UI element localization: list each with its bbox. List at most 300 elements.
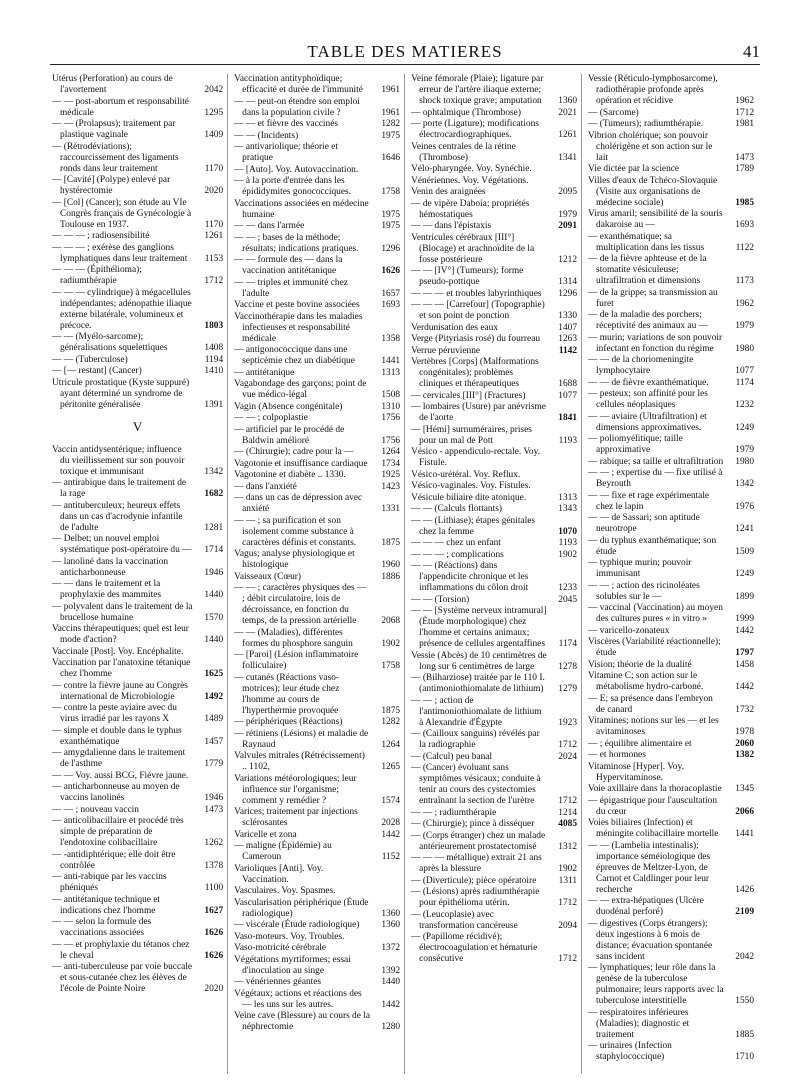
index-entry — [234, 549, 400, 571]
index-entry-text: Vessie (Réticulo-lymphosarcome), radiothérapie profonde après opération et récidive — [588, 74, 718, 106]
index-entry — [234, 583, 400, 627]
index-entry-page: 1077 — [735, 366, 754, 376]
index-entry-text: Vibrion cholérique; son pouvoir cholérigène et son action sur le lait — [588, 130, 713, 163]
index-entry-page: 2060 — [735, 738, 754, 749]
index-entry — [411, 763, 577, 807]
index-entry-text: Voie axillaire dans la thoracoplastie — [588, 784, 722, 794]
index-entry-text: Veine fémorale (Plaie); ligature par erreur de l'artère iliaque externe; shock toxique grave; amputation — [411, 74, 544, 106]
index-entry-text: Vitamines; notions sur les — et les avitaminoses — [588, 716, 719, 737]
index-entry-text: — dans l'anxiété — [234, 481, 297, 492]
index-entry-page: 2045 — [558, 594, 578, 605]
index-entry-text: — — et fièvre des vaccinés — [234, 119, 339, 129]
index-entry-text: — (Tumeurs); radiumthérapie. — [588, 119, 704, 129]
index-entry — [588, 333, 754, 355]
index-entry — [234, 413, 400, 424]
index-entry-page: 1423 — [381, 481, 401, 492]
index-entry-text: — du typhus exanthématique; son étude — [588, 535, 717, 557]
index-entry-text: — — triples et immunité chez l'adulte — [234, 277, 348, 299]
page-header — [50, 40, 760, 65]
index-entry-text: Vagotonie et insuffisance cardiaque — [234, 458, 368, 469]
index-entry-text: — — — cylindrique) à mégacellules indépendantes; adénopathie iliaque externe bilatérale, volumineux et précoce. — [52, 287, 192, 331]
section-heading: V — [132, 418, 143, 434]
index-entry-text: Vessie (Abcès) de 10 centimètres de long sur 6 centimètres de large — [411, 650, 547, 672]
index-entry-page: 1360 — [381, 920, 401, 930]
index-entry — [234, 729, 400, 751]
index-entry — [52, 771, 223, 782]
index-entry-text: — viscérale (Étude radiologique) — [234, 920, 360, 930]
index-entry-text: — — ; bases de la méthode; résultats; indications pratiques. — [234, 232, 359, 254]
index-entry-page: 1070 — [558, 526, 578, 537]
index-entry-text: — (Cailloux sanguins) révélés par la radiographie — [411, 729, 540, 750]
index-entry — [234, 864, 400, 886]
index-entry-text: — — (Tuberculose) — [52, 354, 128, 365]
index-entry-text: — de la grippe; sa transmission au furet — [588, 287, 718, 309]
index-entry — [234, 493, 400, 515]
index-entry-text: — ophtalmique (Thrombose) — [411, 107, 521, 118]
index-entry — [411, 391, 577, 402]
index-entry-text: — — [Système nerveux intramural] (Étude morphologique) chez l'homme et certains animaux; présence de cellules argentaffines — [411, 606, 547, 649]
index-entry-page: 1693 — [735, 220, 754, 230]
index-entry-text: — (Sarcome) — [588, 107, 639, 118]
index-entry — [52, 647, 223, 658]
index-entry — [52, 805, 223, 816]
index-entry-text: Verge (Pityriasis rosé) du fourreau — [411, 334, 541, 344]
index-entry-text: — pesteux; son affinité pour les cellules néoplasiques — [588, 389, 708, 410]
index-entry — [411, 729, 577, 751]
index-entry-text: — — (Myélo-sarcome); généralisations squelettiques — [52, 332, 168, 353]
index-entry — [234, 278, 400, 300]
index-entry-page: 1409 — [204, 130, 224, 140]
index-entry-text: — — peut-on étendre son emploi dans la population civile ? — [234, 96, 360, 118]
index-entry-text: Vagus; analyse physiologique et histologique — [234, 549, 355, 570]
index-entry — [52, 501, 223, 534]
index-entry — [588, 818, 754, 840]
index-entry-text: — de la maladie des porchers; réceptivité des animaux au — — [588, 310, 708, 331]
index-entry-page: 1265 — [381, 762, 401, 772]
index-entry-text: — anti-rabique par les vaccins phéniqués — [52, 872, 167, 893]
index-entry — [411, 119, 577, 141]
index-entry — [234, 402, 400, 413]
index-entry-text: — de la fièvre aphteuse et de la stomatite vésiculeuse; ultrafiltration et dimensions — [588, 254, 707, 286]
index-entry — [411, 142, 577, 164]
index-entry-text: Vaso-motricité cérébrale — [234, 943, 327, 953]
index-entry-page: 1985 — [735, 197, 754, 208]
index-entry-page: 1508 — [381, 390, 401, 400]
index-entry-page: 2095 — [558, 187, 578, 197]
index-entry — [234, 898, 400, 920]
index-entry-text: Veine cave (Blessure) au cours de la néphrectomie — [234, 1011, 371, 1032]
index-entry-page: 1981 — [735, 119, 754, 129]
index-entry — [234, 774, 400, 807]
index-entry-text: — [Cavité] (Polype) enlevé par hystérectomie — [52, 175, 171, 196]
index-entry-text: — — (Torsion) — [411, 594, 470, 605]
index-entry-text: — respiratoires inférieures (Maladies); diagnostic et traitement — [588, 1007, 690, 1040]
index-entry-page: 1410 — [204, 366, 224, 376]
index-entry — [234, 943, 400, 954]
index-column-2 — [227, 74, 404, 1074]
index-entry-page: 1980 — [735, 343, 754, 354]
index-entry-text: Varices; traitement par injections sclérosantes — [234, 807, 358, 828]
index-entry-text: — — — ; radiosensibilité — [52, 231, 150, 241]
index-entry-text: — cutanés (Réactions vaso-motrices); leur étude chez l'homme au cours de l'hyperthermie provoquée — [234, 672, 340, 716]
index-entry — [234, 920, 400, 931]
index-entry — [234, 572, 400, 583]
index-entry-page: 1077 — [558, 390, 578, 401]
index-entry-text: Verrue péruvienne — [411, 345, 481, 356]
index-entry-page: 1280 — [381, 1022, 401, 1032]
index-entry-page: 2066 — [735, 806, 754, 817]
index-entry — [234, 751, 400, 773]
index-entry-page: 1278 — [558, 661, 578, 672]
index-entry — [234, 1011, 400, 1033]
index-entry-text: — antigonococcique dans une septicémie chez un diabétique — [234, 345, 355, 366]
index-entry-page: 1282 — [381, 717, 401, 727]
index-entry — [52, 557, 223, 579]
index-entry-page: 1473 — [735, 152, 754, 163]
index-entry-page: 1550 — [735, 996, 754, 1006]
index-entry — [411, 470, 577, 481]
index-entry — [52, 288, 223, 332]
index-entry-page: 1330 — [558, 311, 578, 321]
index-entry-page: 1263 — [558, 334, 578, 344]
index-entry-page: 1734 — [381, 458, 401, 469]
index-entry-text: — à la porte d'entrée dans les épididymites gonococciques. — [234, 176, 351, 197]
index-entry-page: 1426 — [735, 884, 754, 895]
index-entry-page: 2068 — [381, 616, 401, 626]
index-entry-page: 1408 — [204, 343, 224, 353]
index-entry — [411, 74, 577, 107]
index-entry-page: 1978 — [735, 727, 754, 737]
index-entry-page: 1693 — [381, 300, 401, 310]
index-entry-text: Vaccine et peste bovine associées — [234, 300, 360, 310]
index-entry-text: — (Diverticule); pièce opératoire — [411, 875, 537, 886]
index-entry — [411, 425, 577, 447]
index-entry — [52, 748, 223, 770]
index-entry-text: Variations météorologiques; leur influence sur l'organisme; comment y remédier ? — [234, 773, 357, 806]
index-entry — [588, 762, 754, 784]
index-entry-page: 2042 — [204, 85, 224, 95]
index-entry-page: 1875 — [381, 537, 401, 548]
index-entry — [234, 459, 400, 470]
index-entry — [52, 658, 223, 680]
index-entry-page: 1758 — [381, 187, 401, 197]
index-entry — [588, 288, 754, 310]
index-entry-page: 1194 — [204, 354, 224, 365]
index-entry-page: 1152 — [381, 852, 401, 862]
index-entry-page: 1233 — [558, 583, 578, 593]
index-entry-text: Vélo-pharyngée. Voy. Synéchie. — [411, 164, 532, 174]
index-entry — [52, 366, 223, 377]
index-entry-text: — digestives (Corps étrangers); deux ingestions à 6 mois de distance; évacuation spontanée sans incident — [588, 918, 713, 962]
index-entry — [411, 932, 577, 965]
index-entry — [234, 447, 400, 458]
index-entry-text: Vaisseaux (Cœur) — [234, 571, 302, 582]
index-entry-text: — vaccinal (Vaccination) au moyen des cultures pures « in vitro » — [588, 603, 723, 624]
index-entry — [234, 717, 400, 728]
index-entry — [234, 673, 400, 717]
index-entry-page: 2028 — [381, 818, 401, 828]
index-entry-page: 1193 — [558, 538, 578, 548]
index-entry — [588, 626, 754, 637]
index-entry — [411, 164, 577, 175]
index-entry-text: — — dans l'épistaxis — [411, 221, 492, 231]
index-entry-text: — — de Sassari; son aptitude neurotrope — [588, 513, 700, 534]
index-entry-text: — — (Lambelia intestinalis); importance séméiologique des épreuves de Meltzer-Lyon, de Carnot et Caldlinger pour leur recherche — [588, 840, 711, 895]
index-entry — [411, 561, 577, 594]
index-entry-page: 1441 — [735, 829, 754, 839]
index-entry-text: — lombaires (Usure) par anévrisme de l'aorte — [411, 402, 546, 423]
index-entry-page: 1841 — [558, 413, 578, 423]
index-entry — [52, 895, 223, 917]
index-entry-page: 1682 — [204, 489, 224, 499]
index-entry — [234, 312, 400, 345]
index-entry-text: — — ; nouveau vaccin — [52, 804, 139, 815]
index-entry-page: 1803 — [204, 320, 224, 331]
index-entry-text: Viscères (Variabilité réactionnelle); étude — [588, 637, 721, 658]
index-entry-text: — (Rétrodéviations); raccourcissement des ligaments ronds dans leur traitement — [52, 141, 179, 174]
index-entry — [588, 536, 754, 558]
index-entry — [588, 164, 754, 175]
index-entry — [234, 119, 400, 130]
index-entry — [588, 1041, 754, 1063]
index-entry-page: 1975 — [381, 221, 401, 231]
index-entry-page: 1262 — [204, 838, 224, 848]
index-entry — [588, 457, 754, 468]
index-entry-page: 1626 — [204, 928, 224, 938]
index-entry-text: Vascularisation périphérique (Étude radiologique) — [234, 897, 369, 919]
index-entry-page: 1358 — [381, 333, 401, 344]
index-entry-page: 1712 — [558, 740, 578, 750]
index-entry — [234, 482, 400, 493]
index-entry-page: 1902 — [381, 638, 401, 649]
index-entry — [234, 142, 400, 164]
index-entry — [52, 534, 223, 556]
index-entry-page: 1331 — [381, 504, 401, 514]
index-entry — [52, 355, 223, 366]
index-entry-page: 1193 — [558, 435, 578, 446]
index-entry-page: 1264 — [381, 739, 401, 750]
index-entry — [234, 650, 400, 672]
index-entry — [234, 345, 400, 367]
index-entry — [52, 243, 223, 265]
index-entry — [411, 887, 577, 909]
index-entry — [52, 703, 223, 725]
index-entry — [234, 977, 400, 988]
index-entry-text: — contre la fièvre jaune au Congrès international de Microbiologie — [52, 680, 188, 702]
index-entry-text: — [Paroi] (Lésion inflammatoire folliculaire) — [234, 650, 359, 671]
index-entry-page: 1902 — [558, 864, 578, 874]
page-number: 41 — [743, 42, 760, 61]
index-entry-page: 1923 — [558, 717, 578, 728]
index-entry-page: 1570 — [204, 612, 224, 623]
index-entry-text: — (Chirurgie); cadre pour la — — [234, 447, 354, 457]
index-entry — [411, 595, 577, 606]
index-entry-page: 1440 — [204, 590, 224, 600]
index-entry — [411, 334, 577, 345]
index-entry — [411, 493, 577, 504]
index-entry-text: — périphériques (Réactions) — [234, 717, 343, 727]
index-entry-page: 1279 — [558, 684, 578, 694]
index-entry-text: Vaccinothérapie dans les maladies infectieuses et responsabilité médicale — [234, 311, 363, 344]
index-entry-page: 2024 — [558, 751, 578, 762]
index-entry-page: 1212 — [558, 254, 578, 265]
index-entry-text: — cervicales [III°] (Fractures) — [411, 390, 526, 401]
index-entry-page: 1712 — [558, 954, 578, 964]
index-entry — [52, 872, 223, 894]
index-entry-page: 1979 — [735, 445, 754, 455]
index-entry — [52, 681, 223, 703]
index-entry — [411, 550, 577, 561]
index-entry — [411, 402, 577, 424]
index-entry-page: 1341 — [558, 152, 578, 163]
index-entry-text: Vésico-urétéral. Voy. Reflux. — [411, 469, 521, 480]
index-entry — [588, 896, 754, 918]
index-entry-page: 1282 — [381, 119, 401, 129]
index-entry-text: — Delbet; un nouvel emploi systématique post-opératoire du — — [52, 534, 192, 555]
index-entry-page: 1442 — [381, 999, 401, 1010]
index-entry-text: — antitétanique technique et indications chez l'homme — [52, 894, 161, 916]
index-entry-text: — (Cancer) évoluant sans symptômes vésicaux; conduite à tenir au cours des cystectomies entraînant la section de l'urètre — [411, 763, 541, 806]
index-entry — [411, 752, 577, 763]
index-entry — [234, 955, 400, 977]
index-entry-page: 4085 — [558, 819, 578, 829]
index-entry — [234, 628, 400, 650]
index-entry — [588, 716, 754, 738]
index-entry — [588, 637, 754, 659]
index-entry-text: Vaccinations associées en médecine humaine — [234, 198, 369, 220]
index-entry-text: — — — ; exérèse des ganglions lymphatiques dans leur traitement — [52, 242, 188, 264]
index-entry-page: 1442 — [735, 682, 754, 692]
index-entry-page: 1473 — [204, 804, 224, 815]
index-entry-text: Ventricules cérébraux [III°] (Blocage) et arachnoïdite de la fosse postérieure — [411, 232, 535, 265]
index-entry-text: Verdunisation des eaux — [411, 322, 499, 333]
index-entry — [411, 876, 577, 887]
index-entry — [234, 379, 400, 401]
index-entry — [52, 940, 223, 962]
index-entry-text: — — ; colpoplastie — [234, 413, 308, 423]
index-entry-page: 1489 — [204, 714, 224, 724]
index-entry-page: 1712 — [204, 276, 224, 286]
index-entry-text: Veines centrales de la rétine (Thrombose) — [411, 141, 516, 163]
index-entry-text: Vaso-moteurs. Voy. Troubles. — [234, 931, 345, 942]
index-entry — [588, 119, 754, 130]
index-entry — [234, 841, 400, 863]
index-entry-text: — (Papillome récidivé); électrocoagulation et hématurie consécutive — [411, 932, 538, 964]
index-entry-page: 1281 — [204, 522, 224, 533]
index-entry-text: — — — chez un enfant — [411, 538, 501, 548]
index-entry-page: 1457 — [204, 736, 224, 747]
index-entry — [234, 221, 400, 232]
index-entry-page: 1946 — [204, 793, 224, 803]
index-entry-text: — lymphatiques; leur rôle dans la genèse de la tuberculose pulmonaire; leurs rapports avec la tuberculose interstitielle — [588, 963, 724, 1006]
index-entry — [52, 782, 223, 804]
index-entry-text: Utricule prostatique (Kyste suppuré) ayant déterminé un syndrome de péritonite généralisée — [52, 377, 190, 410]
index-entry-text: — rabique; sa taille et ultrafiltration — [588, 456, 724, 467]
index-entry-page: 1310 — [381, 401, 401, 412]
index-entry-page: 1122 — [735, 242, 754, 253]
index-entry-text: Villes d'eaux de Tchéco-Slovaquie (Visite aux organisations de médecine sociale) — [588, 175, 718, 208]
index-entry-page: 1980 — [735, 456, 754, 467]
index-entry-page: 1509 — [735, 546, 754, 557]
index-entry-page: 1627 — [204, 905, 224, 916]
index-entry-page: 1625 — [204, 669, 224, 679]
index-entry-page: 1975 — [381, 209, 401, 220]
index-entry — [52, 74, 223, 96]
index-entry — [588, 513, 754, 535]
index-entry — [411, 346, 577, 357]
index-entry-page: 1382 — [735, 750, 754, 760]
index-entry — [411, 221, 577, 232]
index-entry-text: — — ; action des ricinoléates solubles sur le — — [588, 580, 700, 602]
index-entry-page: 1779 — [204, 759, 224, 769]
index-entry-text: — — (Maladies), différentes formes du phosphore sanguin — [234, 627, 353, 649]
index-entry-text: — — dans le traitement et la prophylaxie des mammites — [52, 579, 162, 600]
index-entry-page: 1313 — [558, 492, 578, 503]
index-entry-page: 1712 — [735, 107, 754, 118]
index-entry — [411, 108, 577, 119]
index-entry — [52, 917, 223, 939]
index-entry-page: 1714 — [204, 545, 224, 555]
index-entry-page: 1378 — [204, 860, 224, 871]
index-entry-text: Vision; théorie de la dualité — [588, 659, 692, 670]
index-entry — [411, 819, 577, 830]
index-entry-page: 1979 — [735, 321, 754, 331]
index-entry-page: 1710 — [735, 1052, 754, 1062]
index-entry-page: 1391 — [204, 399, 224, 410]
index-entry-text: — maligne (Épidémie) au Cameroun — [234, 841, 332, 862]
index-entry-page: 1999 — [735, 614, 754, 624]
index-entry-page: 1313 — [381, 367, 401, 378]
index-entry-text: Vénériennes. Voy. Végétations. — [411, 175, 529, 186]
index-entry-text: Vaccinale [Post]. Voy. Encéphalite. — [52, 646, 184, 657]
index-entry-text: — — — (Épithélioma); radiumthérapie — [52, 265, 142, 286]
index-entry-page: 1492 — [204, 691, 224, 702]
index-entry-page: 1875 — [381, 705, 401, 716]
index-entry — [411, 357, 577, 390]
index-entry-text: — — ; caractères physiques des — ; débit circulatoire, lois de décroissance, en fonction du temps, de la pression artérielle — [234, 583, 367, 626]
index-entry-text: — — de fièvre exanthématique. — [588, 377, 709, 388]
index-entry — [411, 606, 577, 650]
index-entry-text: — (Calcul) peu banal — [411, 751, 493, 762]
index-entry-text: — (Corps étranger) chez un malade antérieurement prostatectomisé — [411, 830, 546, 852]
index-entry — [52, 378, 223, 411]
index-columns — [52, 74, 758, 1074]
index-entry — [234, 989, 400, 1011]
index-entry-page: 1100 — [204, 883, 224, 893]
index-entry-text: — — — et troubles labyrinthiques — [411, 288, 542, 299]
index-entry — [588, 232, 754, 254]
index-entry — [52, 175, 223, 197]
index-entry-text: — [Col] (Cancer); son étude au VIe Congrès français de Gynécologie à Toulouse en 1937. — [52, 197, 192, 230]
index-entry-page: 1960 — [381, 560, 401, 570]
index-entry — [588, 176, 754, 209]
index-entry — [52, 198, 223, 231]
index-entry — [588, 784, 754, 795]
index-entry-text: — — et prophylaxie du tétanos chez le cheval — [52, 939, 190, 961]
index-entry-page: 1657 — [381, 288, 401, 299]
index-entry — [411, 289, 577, 300]
index-entry-page: 1975 — [381, 130, 401, 141]
index-entry-text: — antituberculeux; heureux effets dans un cas d'acrodynie infantile de l'adulte — [52, 500, 183, 533]
index-entry-text: — — — métallique) extrait 21 ans après la blessure — [411, 853, 542, 874]
index-entry-page: 1173 — [735, 276, 754, 286]
index-entry-text: — — Voy. aussi BCG, Fièvre jaune. — [52, 770, 189, 781]
index-entry — [52, 478, 223, 500]
index-entry-text: Vaccination antityphoïdique; efficacité et durée de l'immunité — [234, 74, 363, 95]
index-entry-text: — E; sa présence dans l'embryon de canard — [588, 693, 713, 715]
index-entry-page: 1961 — [381, 107, 401, 118]
index-entry-text: — -antidiphtérique; elle doit être contrôlée — [52, 849, 176, 871]
